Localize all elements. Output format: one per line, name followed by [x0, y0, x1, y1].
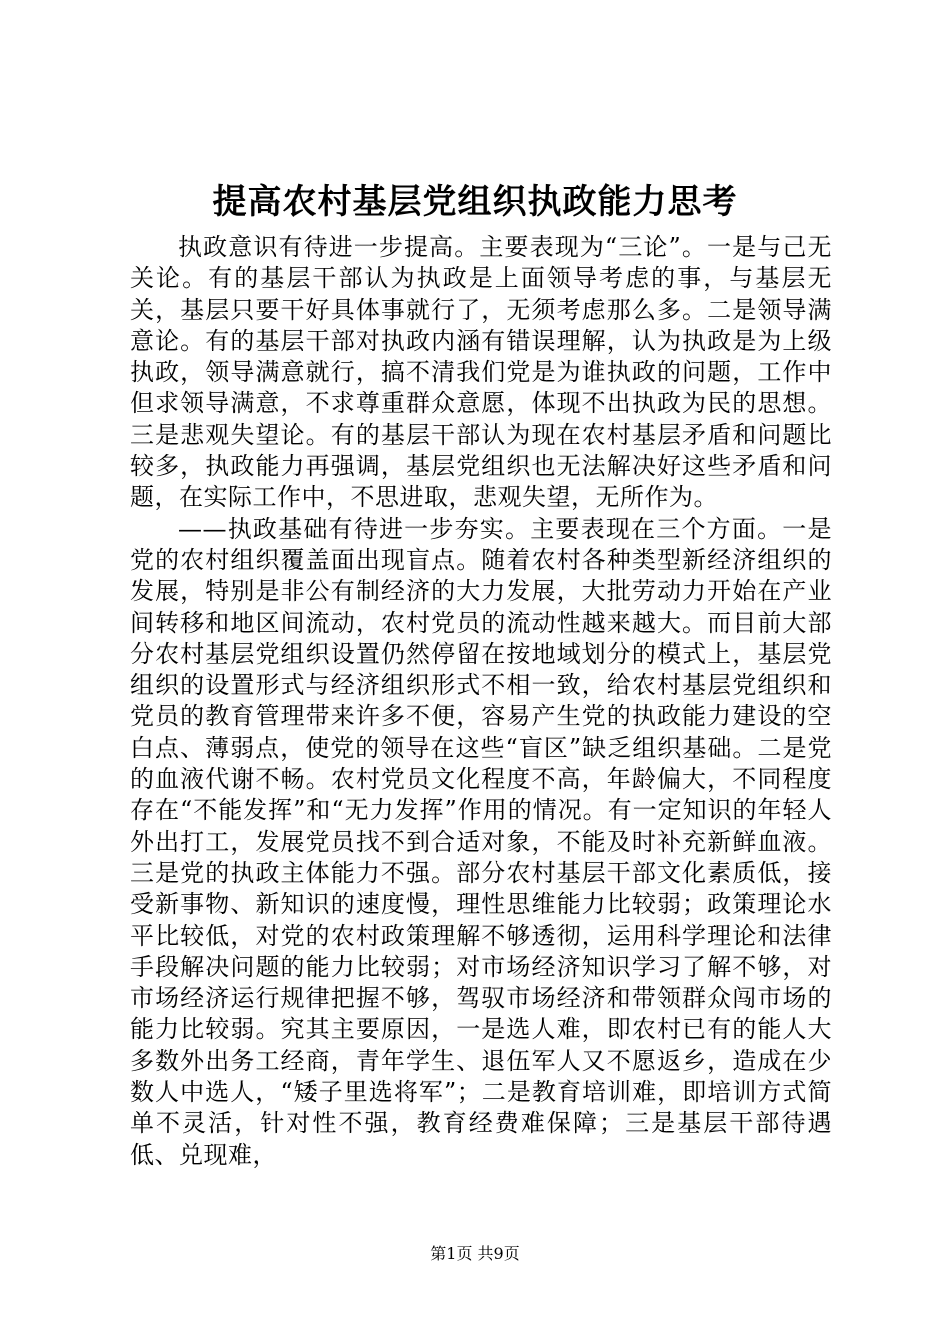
document-body	[130, 232, 832, 1171]
page-number-footer: 第1页 共9页	[430, 1244, 520, 1263]
document-title: 提高农村基层党组织执政能力思考	[212, 182, 738, 222]
body-paragraph-2: ——执政基础有待进一步夯实。主要表现在三个方面。一是党的农村组织覆盖面出现盲点。随着农村各种类型新经济组织的发展，特别是非公有制经济的大力发展，大批劳动力开始在产业间转移和地区间流动，农村党员的流动性越来越大。而目前大部分农村基层党组织设置仍然停留在按地域划分的模式上，基层党组织的设置形式与经济组织形式不相一致，给农村基层党组织和党员的教育管理带来许多不便，容易产生党的执政能力建设的空白点、薄弱点，使党的领导在这些“盲区”缺乏组织基础。二是党的血液代谢不畅。农村党员文化程度不高，年龄偏大，不同程度存在“不能发挥”和“无力发挥”作用的情况。有一定知识的年轻人外出打工，发展党员找不到合适对象，不能及时补充新鲜血液。三是党的执政主体能力不强。部分农村基层干部文化素质低，接受新事物、新知识的速度慢，理性思维能力比较弱；政策理论水平比较低，对党的农村政策理解不够透彻，运用科学理论和法律手段解决问题的能力比较弱；对市场经济知识学习了解不够，对市场经济运行规律把握不够，驾驭市场经济和带领群众闯市场的能力比较弱。究其主要原因，一是选人难，即农村已有的能人大多数外出务工经商，青年学生、退伍军人又不愿返乡，造成在少数人中选人，“矮子里选将军”；二是教育培训难，即培训方式简单不灵活，针对性不强，教育经费难保障；三是基层干部待遇低、兑现难，	[130, 514, 832, 1169]
body-paragraph-1: 执政意识有待进一步提高。主要表现为“三论”。一是与己无关论。有的基层干部认为执政是上面领导考虑的事，与基层无关，基层只要干好具体事就行了，无须考虑那么多。二是领导满意论。有的基层干部对执政内涵有错误理解，认为执政是为上级执政，领导满意就行，搞不清我们党是为谁执政的问题，工作中但求领导满意，不求尊重群众意愿，体现不出执政为民的思想。三是悲观失望论。有的基层干部认为现在农村基层矛盾和问题比较多，执政能力再强调，基层党组织也无法解决好这些矛盾和问题，在实际工作中，不思进取，悲观失望，无所作为。	[130, 233, 832, 512]
